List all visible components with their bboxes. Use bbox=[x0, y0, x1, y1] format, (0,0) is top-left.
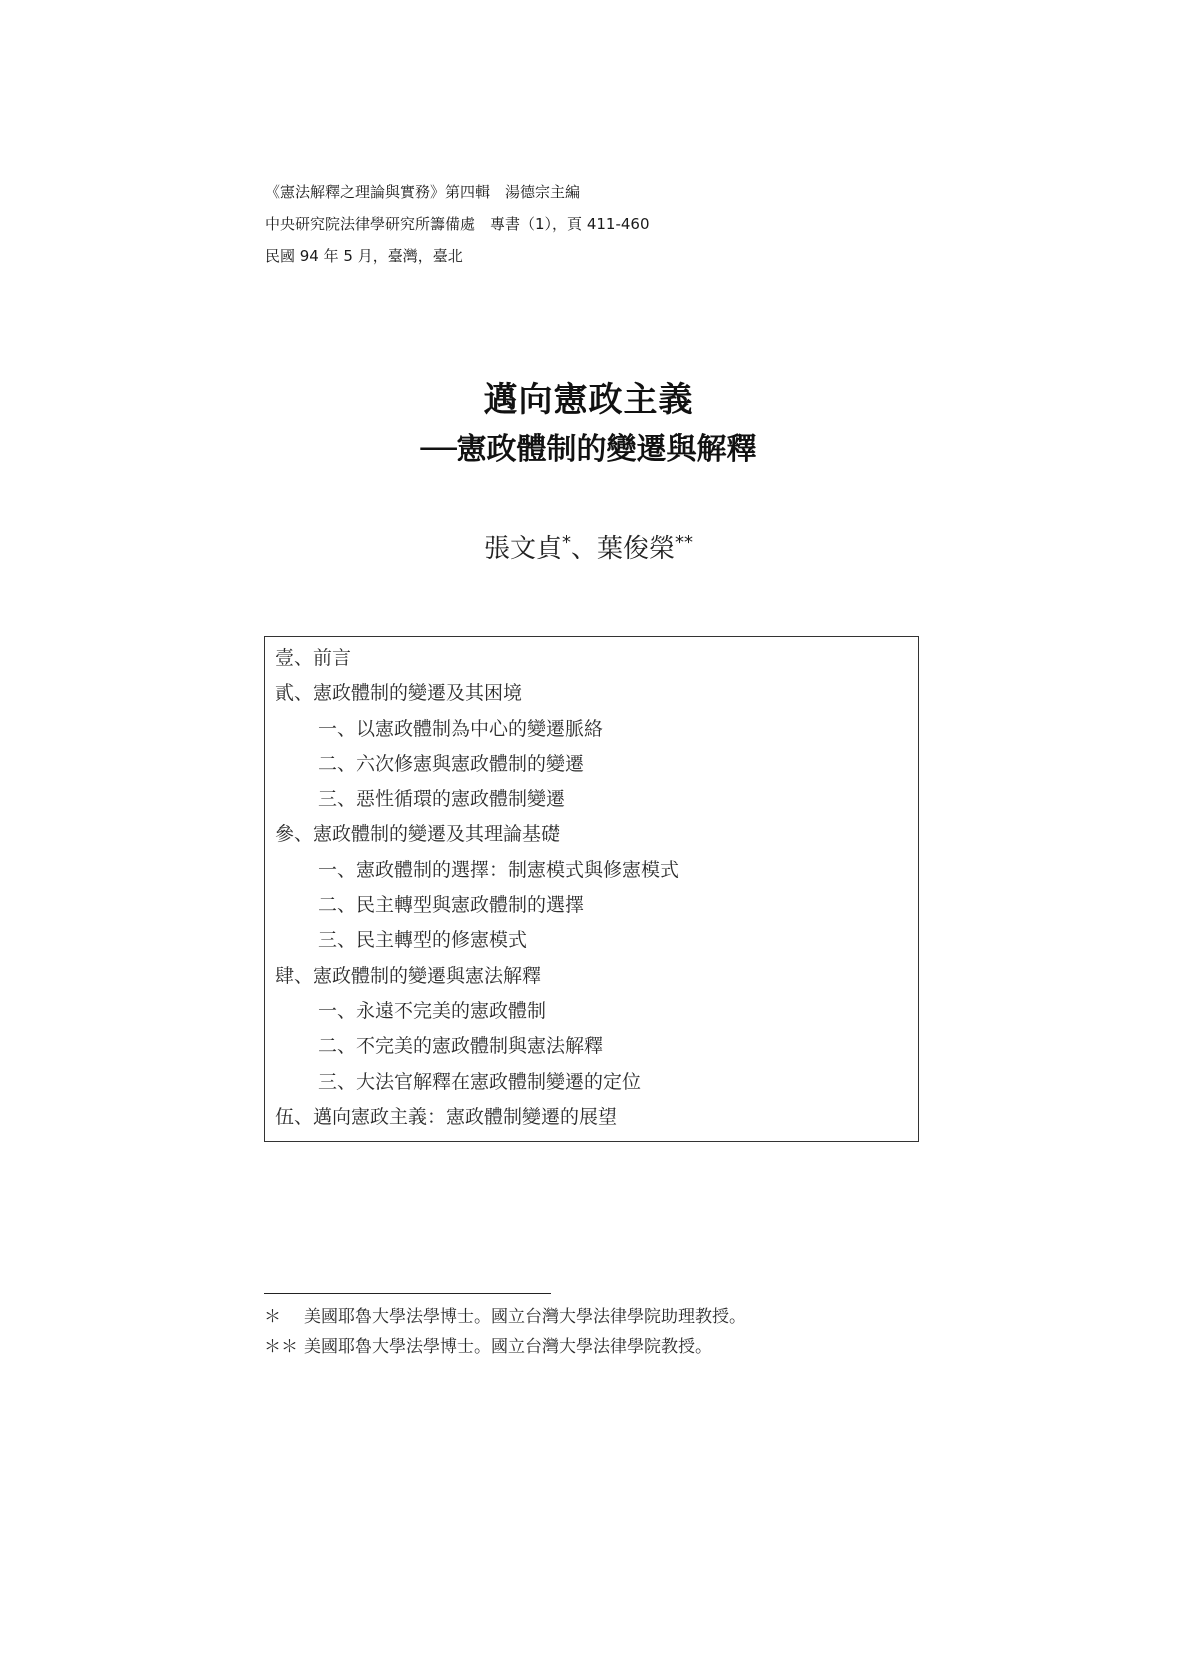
publication-header bbox=[265, 176, 650, 272]
author-footnote-mark-2: ** bbox=[675, 532, 694, 553]
toc-item: 參、憲政體制的變遷及其理論基礎 bbox=[275, 823, 561, 846]
header-line-date-place: 民國 94 年 5 月，臺灣，臺北 bbox=[265, 247, 463, 265]
toc-subitem: 一、憲政體制的選擇：制憲模式與修憲模式 bbox=[318, 858, 680, 881]
toc-subitem: 三、惡性循環的憲政體制變遷 bbox=[318, 788, 566, 811]
header-line-publisher: 中央研究院法律學研究所籌備處 專書（1），頁 411-460 bbox=[265, 215, 650, 233]
toc-item: 肆、憲政體制的變遷與憲法解釋 bbox=[275, 964, 542, 987]
paper-title: 邁向憲政主義 bbox=[483, 380, 694, 420]
author-line bbox=[0, 528, 1177, 565]
toc-subitem: 一、永遠不完美的憲政體制 bbox=[318, 999, 547, 1022]
author-separator: 、 bbox=[570, 534, 597, 564]
table-of-contents bbox=[264, 636, 919, 1142]
footnote bbox=[264, 1302, 746, 1332]
toc-subitem: 二、民主轉型與憲政體制的選擇 bbox=[318, 894, 585, 917]
footnote bbox=[264, 1332, 746, 1362]
toc-item: 貳、憲政體制的變遷及其困境 bbox=[275, 682, 523, 705]
footnotes bbox=[264, 1302, 746, 1362]
author-footnote-mark-1: * bbox=[561, 532, 571, 553]
toc-subitem: 二、六次修憲與憲政體制的變遷 bbox=[318, 752, 585, 775]
author-name-2: 葉俊榮 bbox=[597, 534, 676, 564]
footnote-divider bbox=[264, 1293, 551, 1294]
toc-subitem: 三、民主轉型的修憲模式 bbox=[318, 929, 528, 952]
toc-subitem: 二、不完美的憲政體制與憲法解釋 bbox=[318, 1035, 604, 1058]
footnote-mark: ＊＊ bbox=[264, 1337, 298, 1357]
header-line-series: 《憲法解釋之理論與實務》第四輯 湯德宗主編 bbox=[265, 183, 581, 201]
toc-item: 壹、前言 bbox=[275, 647, 352, 669]
footnote-mark: ＊ bbox=[264, 1307, 281, 1327]
toc-subitem: 三、大法官解釋在憲政體制變遷的定位 bbox=[318, 1070, 642, 1093]
footnote-text: 美國耶魯大學法學博士。國立台灣大學法律學院助理教授。 bbox=[304, 1307, 746, 1327]
footnote-text: 美國耶魯大學法學博士。國立台灣大學法律學院教授。 bbox=[304, 1337, 712, 1357]
toc-item: 伍、邁向憲政主義：憲政體制變遷的展望 bbox=[275, 1105, 618, 1128]
author-name-1: 張文貞 bbox=[483, 534, 562, 564]
toc-subitem: 一、以憲政體制為中心的變遷脈絡 bbox=[318, 717, 604, 740]
paper-subtitle: ──憲政體制的變遷與解釋 bbox=[420, 432, 757, 467]
